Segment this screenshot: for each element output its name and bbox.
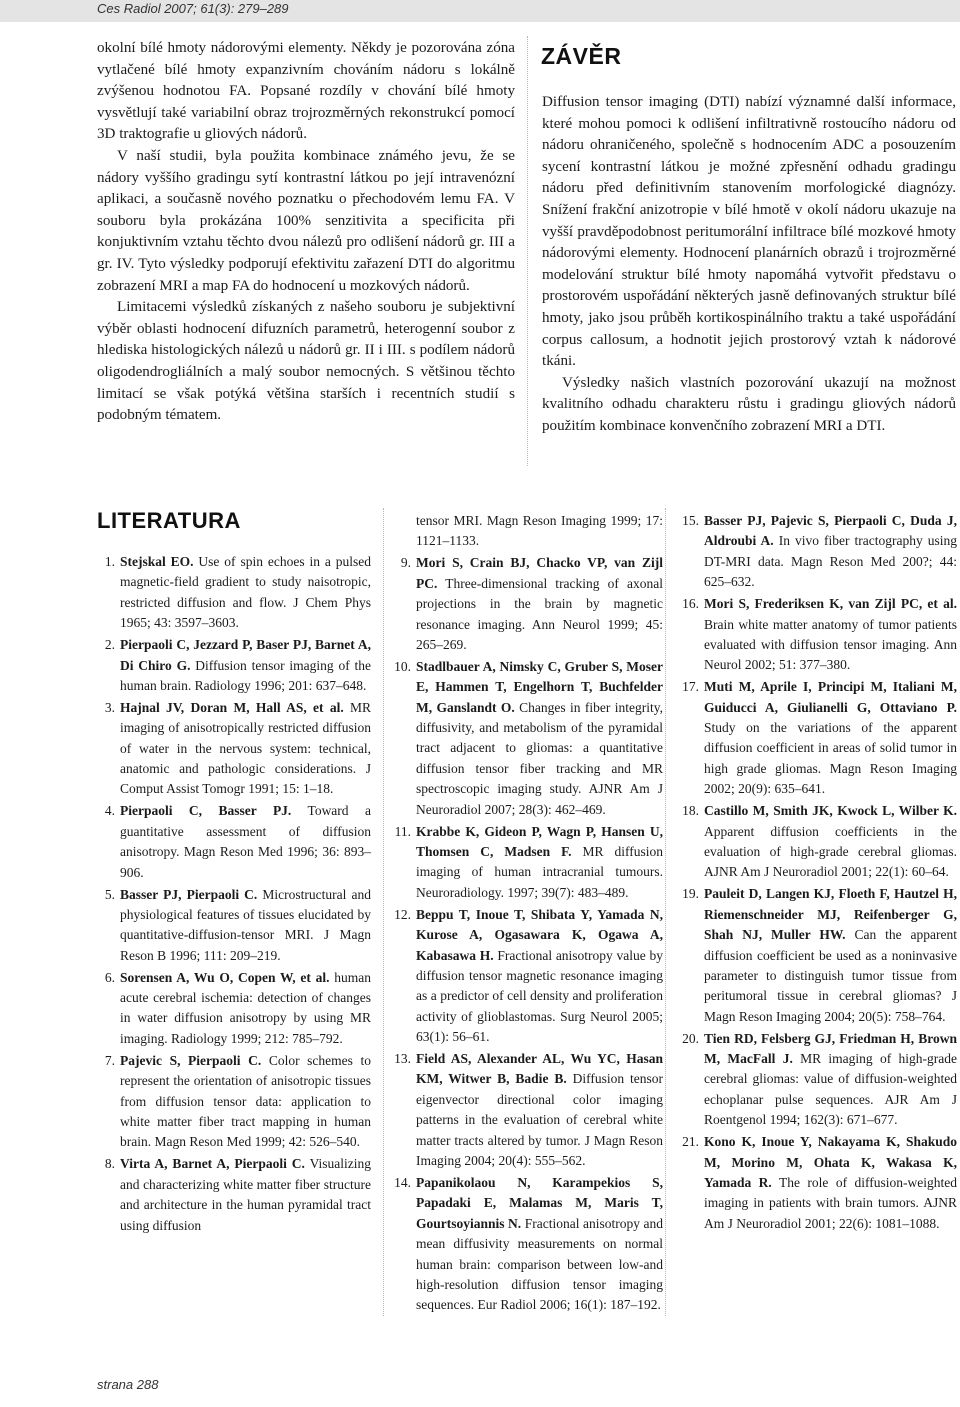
reference-authors: Pierpaoli C, Basser PJ. xyxy=(120,803,292,819)
reference-number: 19. xyxy=(682,886,699,902)
reference-text: human acute cerebral ischemia: detection of changes in water diffusion anisotropy by using MR imaging. Radiology 1999; 212: 785–792. xyxy=(120,969,371,1046)
conclusion-paragraph: Výsledky našich vlastních pozorování ukazují na možnost kvalitního odhadu charakteru růstu i gradingu gliových nádorů použitím kombinace konvenčního zobrazení MRI a DTI. xyxy=(542,374,956,434)
reference-authors: Beppu T, Inoue T, Shibata Y, Yamada N, Kurose A, Ogasawara K, Ogawa A, Kabasawa H. xyxy=(416,906,663,963)
reference-item xyxy=(97,552,371,634)
reference-continuation: tensor MRI. Magn Reson Imaging 1999; 17: 1121–1133. xyxy=(416,513,663,549)
reference-authors: Basser PJ, Pajevic S, Pierpaoli C, Duda J, Aldroubi A. xyxy=(704,513,957,549)
reference-text: Apparent diffusion coefficients in the evaluation of high-grade cerebral gliomas. AJNR Am J Neuroradiol 2001; 22(1): 60–64. xyxy=(704,823,957,880)
reference-authors: Mori S, Crain BJ, Chacko VP, van Zijl PC. xyxy=(416,555,663,591)
page-number: strana 288 xyxy=(97,1377,159,1392)
column-divider xyxy=(383,508,384,1316)
reference-item xyxy=(681,801,957,883)
reference-authors: Tien RD, Felsberg GJ, Friedman H, Brown M, MacFall J. xyxy=(704,1030,957,1067)
conclusion-heading: ZÁVĚR xyxy=(541,43,622,69)
reference-number: 1. xyxy=(104,554,115,569)
body-paragraph: V naší studii, byla použita kombinace známého jevu, že se nádory vyššího gradingu sytí kontrastní látkou po její intravenózní aplikaci, a současně nového poznatku o přechodovém lemu FA. V souboru byla prokázána 100% senzitivita a specificita při konjuktivním vztahu těchto dvou nálezů pro odlišení nádorů gr. III a gr. IV. Tyto výsledky podporují efektivitu zařazení DTI do algoritmu zobrazení MRI a map FA do hodnocení u mozkových nádorů. xyxy=(97,147,515,294)
reference-item xyxy=(393,905,663,1048)
reference-number: 3. xyxy=(104,699,115,715)
reference-item xyxy=(97,885,371,967)
body-paragraph: okolní bílé hmoty nádorovými elementy. Někdy je pozorována zóna vytlačené bílé hmoty expanzivním chováním nádoru s lokálně zvýšenou hodnotou FA. Popsané rozdíly v chování bílé hmoty vysvětlují také variabilní obraz trojrozměrných rekonstrukcí pomocí 3D traktografie u gliových nádorů. xyxy=(97,40,515,143)
reference-number: 21. xyxy=(682,1134,699,1150)
reference-authors: Field AS, Alexander AL, Wu YC, Hasan KM, Witwer B, Badie B. xyxy=(416,1051,663,1087)
reference-number: 18. xyxy=(682,803,699,819)
reference-number: 15. xyxy=(682,513,699,528)
reference-item xyxy=(681,511,957,593)
reference-item xyxy=(393,822,663,904)
reference-item xyxy=(393,1049,663,1171)
reference-number: 17. xyxy=(682,679,699,695)
reference-text: Brain white matter anatomy of tumor patients evaluated with diffusion tensor imaging. Ann Neurol 2002; 51: 377–380. xyxy=(704,616,957,673)
reference-text: The role of diffusion-weighted imaging in patients with brain tumors. AJNR Am J Neuroradiol 2001; 22(6): 1081–1088. xyxy=(704,1175,957,1231)
reference-text: MR imaging of high-grade cerebral gliomas: value of diffusion-weighted echoplanar pulse sequences. AJR Am J Roentgenol 1994; 162(3): 671–677. xyxy=(704,1051,957,1128)
reference-number: 14. xyxy=(394,1175,411,1190)
reference-list-col1 xyxy=(97,552,371,1237)
reference-authors: Pauleit D, Langen KJ, Floeth F, Hautzel H, Riemenschneider MJ, Reifenberger G, Shah NJ, Muller HW. xyxy=(704,886,957,943)
reference-text: Changes in fiber integrity, diffusivity, and metabolism of the pyramidal tract adjacent to gliomas: a quantitative diffusion tensor fiber tracking and MR spectroscopic imaging study. AJNR Am J Neuroradiol 2007; 28(3): 462–469. xyxy=(416,699,663,817)
reference-authors: Virta A, Barnet A, Pierpaoli C. xyxy=(120,1156,305,1172)
reference-number: 16. xyxy=(682,596,699,612)
body-paragraph: Limitacemi výsledků získaných z našeho souboru je subjektivní výběr oblasti hodnocení difuzních parametrů, heterogenní soubor z hlediska histologických nálezů u nádorů gr. II i III. s podílem nádorů oligodendrogliálních a malý soubor nemocných. S většinou těchto limitací se však potýká většina starších i recentních studií s podobným tématem. xyxy=(97,299,515,424)
reference-item xyxy=(97,635,371,696)
reference-text: Diffusion tensor eigenvector directional color imaging patterns in the evaluation of cerebral white matter tracts altered by tumor. J Magn Reson Imaging 2004; 20(4): 555–562. xyxy=(416,1071,663,1169)
reference-text: Color schemes to represent the orientation of anisotropic tissues from diffusion tensor data: application to white matter fiber tract mapping in human brain. Magn Reson Med 1999; 42: 526–540. xyxy=(120,1052,371,1150)
reference-authors: Basser PJ, Pierpaoli C. xyxy=(120,886,258,902)
reference-text: MR imaging of anisotropically restricted diffusion of water in the nervous system: technical, anatomic and pathologic considerations. J Comput Assist Tomogr 1991; 15: 1–18. xyxy=(120,699,371,797)
reference-authors: Pajevic S, Pierpaoli C. xyxy=(120,1052,262,1068)
reference-item xyxy=(393,553,663,655)
reference-list-col3 xyxy=(681,511,957,1236)
reference-authors: Hajnal JV, Doran M, Hall AS, et al. xyxy=(120,699,344,715)
reference-authors: Muti M, Aprile I, Principi M, Italiani M, Guiducci A, Giulianelli G, Ottaviano P. xyxy=(704,679,957,715)
reference-text: Use of spin echoes in a pulsed magnetic-field gradient to study naisotropic, restricted diffusion and flow. J Chem Phys 1965; 43: 3597–3603. xyxy=(120,554,371,631)
reference-number: 12. xyxy=(394,906,411,922)
reference-number: 4. xyxy=(104,803,115,819)
reference-authors: Mori S, Frederiksen K, van Zijl PC, et al. xyxy=(704,596,957,612)
reference-list-col2 xyxy=(393,511,663,1317)
reference-text: Fractional anisotropy value by diffusion tensor magnetic resonance imaging as a predictor of cell density and proliferation activity of glioblastomas. Surg Neurol 2005; 63(1): 56–61. xyxy=(416,947,663,1045)
reference-number: 13. xyxy=(394,1051,411,1067)
reference-item xyxy=(681,677,957,799)
reference-item xyxy=(97,801,371,883)
literature-heading: LITERATURA xyxy=(97,508,241,533)
reference-text: In vivo fiber tractography using DT-MRI data. Magn Reson Med 200?; 44: 625–632. xyxy=(704,533,958,590)
reference-item xyxy=(97,698,371,800)
column-divider xyxy=(527,36,528,466)
reference-text: Three-dimensional tracking of axonal projections in the brain by magnetic resonance imaging. Ann Neurol 1999; 45: 265–269. xyxy=(416,575,663,652)
conclusion-paragraph: Diffusion tensor imaging (DTI) nabízí významné další informace, které mohou pomoci k odlišení infiltrativně rostoucího nádoru od nádoru ohraničeného, společně s hodnocením ADC a posouzením sycení kontrastní látkou je možné zpřesnění odhadu gradingu nádoru před definitivním stanovením morfologické diagnózy. Snížení frakční anizotropie v bílé hmotě v okolí nádoru ukazuje na vyšší pravděpodobnost peritumorální infiltrace bílé mozkové hmoty nádorovými elementy. Hodnocení planárních obrazů i trojrozměrné modelování struktur bílé hmoty napomáhá vytvořit představu o prostorovém uspořádání některých jasně definovaných struktur bílé hmoty, jako jsou průběh kortikospinálního traktu a také uspořádání corpus callosum, a hodnotit jejich prostorový vztah k nádorové tkáni. xyxy=(542,94,956,370)
reference-authors: Stejskal EO. xyxy=(120,554,194,569)
reference-authors: Pierpaoli C, Jezzard P, Baser PJ, Barnet A, Di Chiro G. xyxy=(120,637,371,673)
reference-item xyxy=(393,1173,663,1316)
conclusion-column xyxy=(542,92,956,438)
reference-item xyxy=(681,884,957,1027)
reference-number: 8. xyxy=(104,1156,115,1172)
reference-text: Can the apparent diffusion coefficient be used as a noninvasive parameter to distinguish tumor tissue from peritumoral tissue in cerebral gliomas? J Magn Reson Imaging 2004; 20(5): 758–764. xyxy=(704,927,957,1024)
running-head xyxy=(0,0,960,22)
reference-number: 11. xyxy=(394,823,411,839)
reference-number: 20. xyxy=(682,1030,699,1046)
reference-item xyxy=(97,968,371,1050)
reference-number: 2. xyxy=(104,637,115,653)
reference-authors: Kono K, Inoue Y, Nakayama K, Shakudo M, Morino M, Ohata K, Wakasa K, Yamada R. xyxy=(704,1134,957,1190)
reference-text: Fractional anisotropy and mean diffusivity measurements on normal human brain: comparison between low-and high-resolution diffusion tensor imaging sequences. Eur Radiol 2006; 16(1): 187–192. xyxy=(416,1215,663,1313)
reference-authors: Stadlbauer A, Nimsky C, Gruber S, Moser E, Hammen T, Engelhorn T, Buchfelder M, Ganslandt O. xyxy=(416,658,663,715)
reference-item xyxy=(393,657,663,820)
reference-text: MR diffusion imaging of human intracranial tumours. Neuroradiology. 1997; 39(7): 483–489. xyxy=(416,844,663,900)
column-divider xyxy=(665,508,666,1316)
reference-text: Toward a guantitative assessment of diffusion anisotropy. Magn Reson Med 1996; 36: 893–906. xyxy=(120,803,371,880)
reference-text: Study on the variations of the apparent diffusion coefficient in areas of solid tumor in high grade gliomas. Magn Reson Imaging 2002; 20(9): 635–641. xyxy=(704,720,957,797)
reference-authors: Papanikolaou N, Karampekios S, Papadaki E, Malamas M, Maris T, Gourtsoyiannis N. xyxy=(416,1175,663,1231)
reference-number: 10. xyxy=(394,658,411,674)
reference-item xyxy=(97,1154,371,1236)
reference-number: 6. xyxy=(104,969,115,985)
reference-item xyxy=(681,1029,957,1131)
reference-text: Diffusion tensor imaging of the human brain. Radiology 1996; 201: 637–648. xyxy=(120,657,371,693)
reference-number: 9. xyxy=(400,555,411,571)
reference-text: Microstructural and physiological features of tissues elucidated by quantitative-diffusion-tensor MRI. J Magn Reson B 1996; 111: 209–219. xyxy=(120,886,371,963)
reference-text: Visualizing and characterizing white matter fiber structure and architecture in the human pyramidal tract using diffusion xyxy=(120,1156,372,1233)
reference-number: 5. xyxy=(104,886,115,902)
reference-item xyxy=(97,1051,371,1153)
reference-authors: Krabbe K, Gideon P, Wagn P, Hansen U, Thomsen C, Madsen F. xyxy=(416,823,663,859)
reference-item xyxy=(681,594,957,676)
journal-citation: Ces Radiol 2007; 61(3): 279–289 xyxy=(97,1,289,16)
body-left-column xyxy=(97,38,515,427)
reference-number: 7. xyxy=(104,1052,115,1068)
reference-item xyxy=(681,1132,957,1234)
reference-authors: Sorensen A, Wu O, Copen W, et al. xyxy=(120,969,330,985)
reference-authors: Castillo M, Smith JK, Kwock L, Wilber K. xyxy=(704,803,957,819)
